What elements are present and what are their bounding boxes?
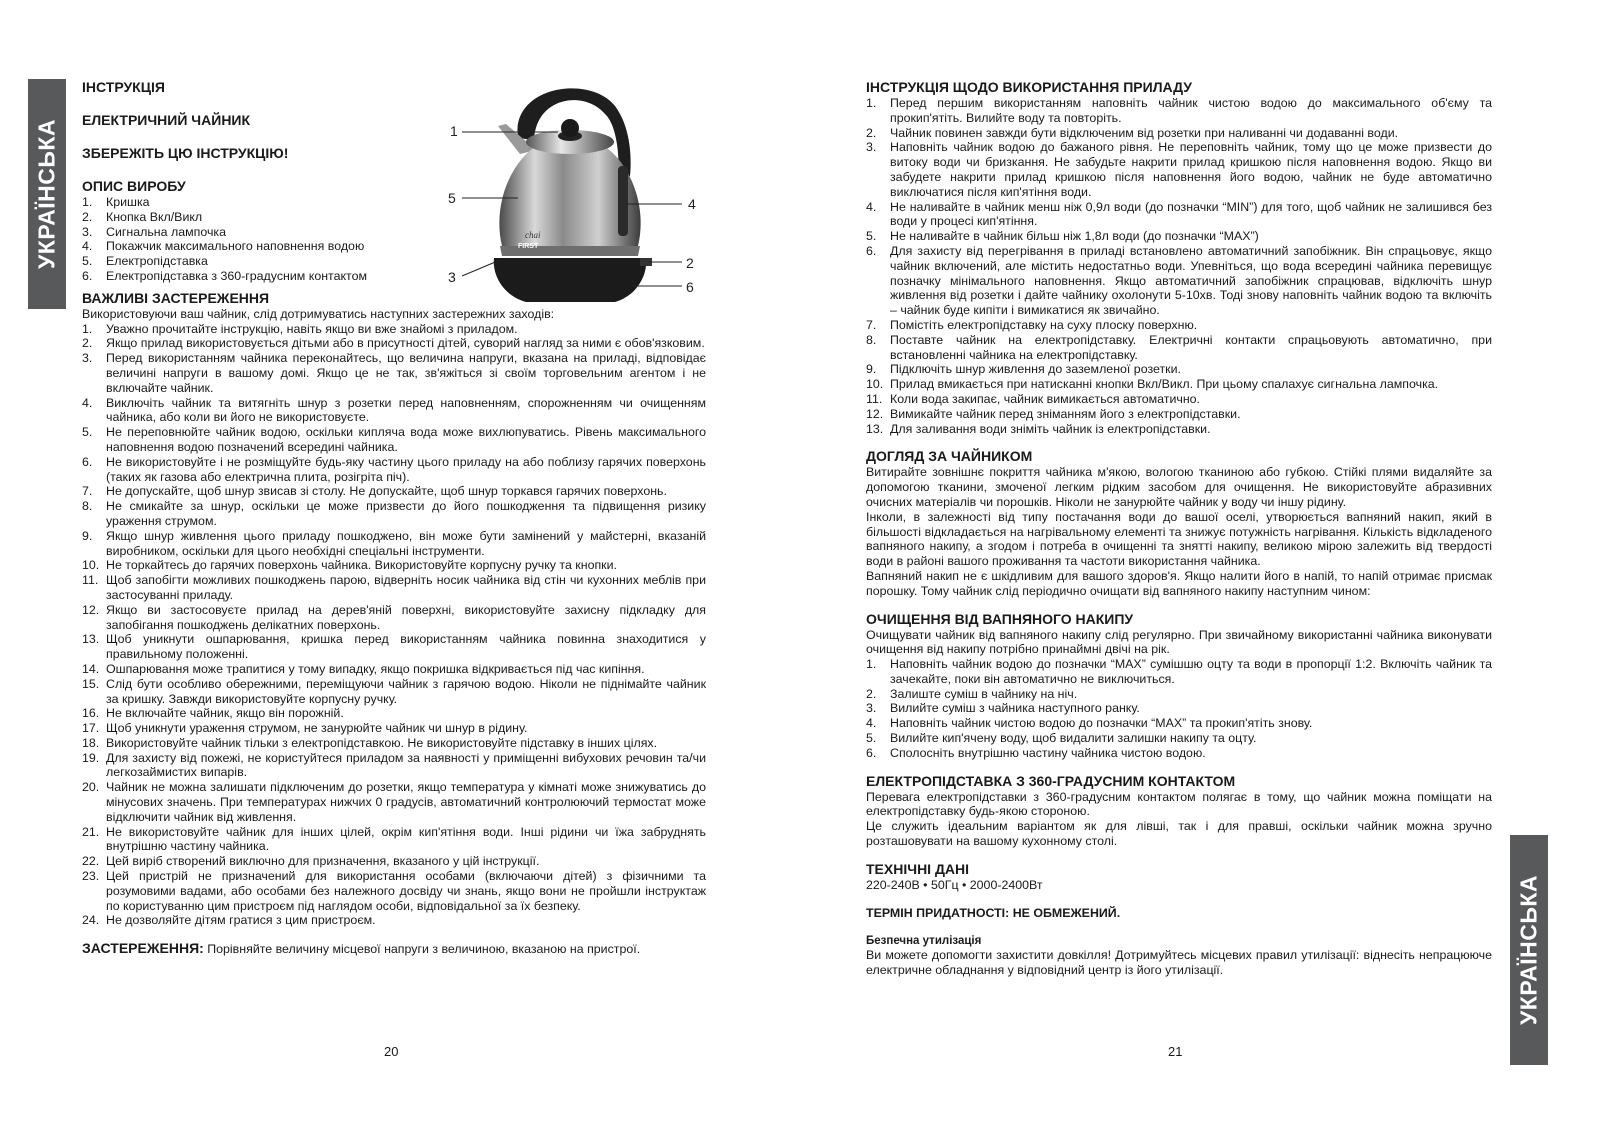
usage-list — [866, 96, 1492, 436]
list-item-text: Якщо прилад використовується дітьми або в присутності дітей, суворий нагляд за ними є обов'язковим. — [106, 336, 705, 351]
language-tab — [1510, 835, 1548, 1065]
keep-instructions-title: ЗБЕРЕЖІТЬ ЦЮ ІНСТРУКЦІЮ! — [82, 145, 289, 161]
list-item — [82, 195, 412, 210]
list-item-text: Сполосніть внутрішню частину чайника чистою водою. — [890, 745, 1206, 760]
list-item — [82, 225, 412, 240]
list-item-number: 9. — [866, 362, 877, 377]
caution-note — [82, 940, 706, 957]
list-item — [82, 573, 706, 603]
list-item — [82, 239, 412, 254]
list-item — [82, 780, 706, 824]
callout-3: 3 — [448, 269, 456, 285]
list-item-text: Електропідставка з 360-градусним контактом — [106, 268, 367, 283]
list-item — [866, 200, 1492, 230]
specs-value: 220-240В • 50Гц • 2000-2400Вт — [866, 877, 1043, 892]
list-item — [866, 407, 1492, 422]
list-item-text: Вилийте суміш з чайника наступного ранку. — [890, 701, 1140, 716]
list-item-number: 14. — [82, 661, 100, 676]
list-item — [866, 392, 1492, 407]
list-item-number: 6. — [82, 268, 93, 283]
list-item-number: 6. — [866, 243, 877, 258]
list-item — [866, 318, 1492, 333]
list-item-text: Ошпарювання може трапитися у тому випадку, якщо покришка відкривається під час кипіння. — [106, 661, 645, 676]
list-item-number: 15. — [82, 676, 100, 691]
list-item-number: 10. — [866, 377, 884, 392]
list-item — [866, 96, 1492, 126]
list-item-number: 8. — [82, 499, 93, 514]
list-item-text: Покажчик максимального наповнення водою — [106, 239, 365, 254]
list-item-number: 20. — [82, 780, 100, 795]
list-item — [82, 254, 412, 269]
base-paragraph-1: Перевага електропідставки з 360-градусним контактом полягає в тому, що чайник можна поміщати на електропідставку будь-якою стороною. — [866, 789, 1492, 819]
list-item-number: 3. — [866, 140, 877, 155]
list-item-text: Не наливайте в чайник більш ніж 1,8л води (до позначки “MAX”) — [890, 229, 1259, 244]
list-item-text: Чайник не можна залишати підключеним до розетки, якщо температура у кімнаті може знижуватись до мінусових значень. При температурах нижчих 0 градусів, автоматичний контролюючий термостат може відключити чайник від живлення. — [106, 780, 706, 824]
list-item-number: 13. — [866, 421, 884, 436]
list-item — [866, 687, 1492, 702]
section-heading: ЕЛЕКТРОПІДСТАВКА З 360-ГРАДУСНИМ КОНТАКТОМ — [866, 772, 1236, 789]
list-item-text: Залиште суміш в чайнику на ніч. — [890, 686, 1078, 701]
list-item-number: 6. — [82, 454, 93, 469]
list-item-text: Перед використанням чайника переконайтесь, що величина напруги, вказана на приладі, відповідає величині напруги в вашому домі. Якщо це не так, зв'яжіться зі своїм торговельним агентом і не включайте чайник. — [106, 351, 706, 395]
doc-title: ІНСТРУКЦІЯ — [82, 79, 165, 95]
list-item-text: Чайник повинен завжди бути відключеним від розетки при наливанні чи додаванні води. — [890, 125, 1399, 140]
list-item-text: Кришка — [106, 195, 150, 209]
product-title: ЕЛЕКТРИЧНИЙ ЧАЙНИК — [82, 112, 251, 128]
list-item-number: 10. — [82, 558, 100, 573]
parts-list — [82, 195, 412, 284]
caution-label: ЗАСТЕРЕЖЕННЯ: — [82, 940, 204, 957]
list-item-text: Наповніть чайник водою до бажаного рівня. Не переповніть чайник, тому що це може призвести до витоку води чи бризкання. Не забудьте накрити прилад кришкою після наповнення водою. Якщо ви забудете накрити прилад кришкою після наповнення його водою, чайник не буде автоматично виключатися після кип'ятіння води. — [890, 140, 1492, 199]
callout-2: 2 — [686, 255, 694, 271]
descaling-section — [866, 611, 1492, 761]
list-item — [82, 396, 706, 426]
section-heading: ОПИС ВИРОБУ — [82, 178, 186, 194]
list-item-text: Щоб уникнути ураження струмом, не занурюйте чайник чи шнур в рідину. — [106, 721, 528, 736]
list-item-number: 4. — [82, 395, 93, 410]
callout-5: 5 — [448, 190, 456, 206]
list-item-number: 12. — [866, 406, 884, 421]
list-item-text: Цей пристрій не призначений для використання особами (включаючи дітей) з фізичними та розумовими вадами, або особами без належного досвіду чи знань, якщо вони не пройшли інструктаж по користуванню цим пристроєм під наглядом особи, відповідальної за їх безпеку. — [106, 869, 706, 913]
list-item — [866, 244, 1492, 318]
list-item — [82, 529, 706, 559]
list-item-text: Якщо шнур живлення цього приладу пошкоджено, він може бути замінений у майстерні, вказаній виробником, оскільки для цього необхідні спеціальні інструменти. — [106, 528, 706, 558]
language-tab-label: УКРАЇНСЬКА — [1515, 874, 1542, 1026]
list-item-text: Не переповнюйте чайник водою, оскільки кипляча вода може вихлюпуватись. Рівень максимального наповнення водою позначений всередині чайника. — [106, 425, 706, 454]
list-item — [866, 362, 1492, 377]
language-tab — [28, 79, 66, 309]
shelf-life: ТЕРМІН ПРИДАТНОСТІ: НЕ ОБМЕЖЕНИЙ. — [866, 905, 1121, 920]
warnings-intro: Використовуючи ваш чайник, слід дотримуватись наступних застережних заходів: — [82, 306, 555, 321]
care-paragraph-3: Вапняний накип не є шкідливим для вашого здоров'я. Якщо налити його в напій, то напій отримає присмак порошку. Тому чайник слід періодично очищати від вапняного накипу наступним чином: — [866, 568, 1492, 598]
list-item-number: 2. — [82, 209, 93, 224]
disposal-text: Ви можете допомогти захистити довкілля! Дотримуйтесь місцевих правил утилізації: віднесіть непрацюючe електричне обладнання у відповідний центр із його утилізації. — [866, 948, 1492, 978]
warnings-list — [82, 322, 706, 929]
list-item — [82, 269, 412, 284]
list-item-number: 5. — [82, 254, 93, 269]
warnings-section — [82, 290, 706, 928]
list-item — [82, 869, 706, 913]
list-item-text: Коли вода закипає, чайник вимикається автоматично. — [890, 391, 1200, 406]
list-item-number: 7. — [82, 484, 93, 499]
list-item-number: 23. — [82, 869, 100, 884]
list-item-number: 1. — [82, 321, 93, 336]
list-item — [82, 913, 706, 928]
list-item — [866, 333, 1492, 363]
usage-section — [866, 79, 1492, 436]
descaling-intro: Очищувати чайник від вапняного накипу слід регулярно. При звичайному використанні чайника виконувати очищення від накипу потрібно принаймні двічі на рік. — [866, 627, 1492, 657]
section-heading: ІНСТРУКЦІЯ ЩОДО ВИКОРИСТАННЯ ПРИЛАДУ — [866, 79, 1193, 95]
list-item — [866, 657, 1492, 687]
list-item — [82, 351, 706, 395]
list-item-number: 8. — [866, 332, 877, 347]
list-item-number: 16. — [82, 706, 100, 721]
list-item-text: Прилад вмикається при натисканні кнопки Вкл/Викл. При цьому спалахує сигнальна лампочка. — [890, 377, 1439, 392]
callout-6: 6 — [686, 279, 694, 295]
list-item — [82, 736, 706, 751]
list-item-number: 1. — [866, 96, 877, 110]
water-gauge-shape — [618, 166, 628, 236]
list-item-number: 1. — [866, 657, 877, 672]
list-item — [866, 731, 1492, 746]
list-item — [82, 499, 706, 529]
list-item — [866, 140, 1492, 199]
list-item — [82, 484, 706, 499]
list-item-number: 24. — [82, 913, 100, 928]
list-item-number: 5. — [866, 731, 877, 746]
brand-chai-label: chai — [525, 230, 541, 240]
base-section — [866, 773, 1492, 849]
list-item-number: 22. — [82, 854, 100, 869]
list-item-text: Вилийте кип'ячену воду, щоб видалити залишки накипу та оцту. — [890, 731, 1257, 746]
list-item — [82, 721, 706, 736]
list-item-number: 2. — [82, 336, 93, 351]
list-item-number: 4. — [82, 239, 93, 254]
language-tab-label: УКРАЇНСЬКА — [33, 118, 60, 270]
list-item-number: 4. — [866, 716, 877, 731]
list-item-number: 21. — [82, 824, 100, 839]
list-item — [82, 751, 706, 781]
list-item — [866, 716, 1492, 731]
list-item — [82, 210, 412, 225]
list-item — [866, 422, 1492, 437]
list-item — [82, 825, 706, 855]
product-description-section — [82, 178, 412, 284]
list-item-text: Не торкайтесь до гарячих поверхонь чайника. Використовуйте корпусну ручку та кнопки. — [106, 558, 617, 573]
disposal-section — [866, 934, 1492, 978]
list-item — [866, 126, 1492, 141]
list-item-number: 2. — [866, 686, 877, 701]
list-item-text: Помістіть електропідставку на суху плоску поверхню. — [890, 317, 1198, 332]
base-paragraph-2: Це служить ідеальним варіантом як для лівші, так і для правші, оскільки чайник можна зручно розташовувати на вашому кухонному столі. — [866, 819, 1492, 849]
list-item-text: Якщо ви застосовуєте прилад на дерев'яній поверхні, використовуйте захисну підкладку для запобігання пошкоджень делікатних поверхонь. — [106, 602, 706, 632]
list-item-text: Не включайте чайник, якщо він порожній. — [106, 706, 344, 721]
list-item — [82, 322, 706, 337]
list-item-number: 1. — [82, 195, 93, 209]
list-item — [866, 701, 1492, 716]
list-item-text: Наповніть чайник чистою водою до позначки “MAX” та прокип'ятіть знову. — [890, 716, 1313, 731]
list-item-text: Щоб запобігти можливих пошкоджень парою, відверніть носик чайника від стін чи кухонних меблів при застосуванні приладу. — [106, 573, 706, 602]
list-item-text: Не допускайте, щоб шнур звисав зі столу. Не допускайте, щоб шнур торкався гарячих поверхонь. — [106, 484, 667, 499]
list-item-text: Для захисту від пожежі, не користуйтеся приладом за наявності у приміщенні вибухових речовин та/чи легкозаймистих випарів. — [106, 750, 706, 780]
list-item-number: 5. — [866, 229, 877, 244]
list-item-number: 3. — [82, 224, 93, 239]
list-item-text: Не дозволяйте дітям гратися з цим пристроєм. — [106, 913, 376, 928]
disposal-heading: Безпечна утилізація — [866, 934, 982, 947]
list-item — [866, 229, 1492, 244]
list-item-number: 13. — [82, 632, 100, 647]
caution-text: Порівняйте величину місцевої напруги з величиною, вказаною на пристрої. — [203, 942, 641, 957]
list-item-text: Використовуйте чайник тільки з електропідставкою. Не використовуйте підставку в інших цілях. — [106, 735, 658, 750]
list-item — [82, 455, 706, 485]
power-base-shape — [494, 258, 646, 302]
list-item — [866, 377, 1492, 392]
list-item-text: Щоб уникнути ошпарювання, кришка перед використанням чайника повинна знаходитися у правильному положенні. — [106, 632, 706, 662]
list-item — [866, 746, 1492, 761]
list-item-number: 3. — [82, 351, 93, 366]
list-item — [82, 706, 706, 721]
list-item — [82, 603, 706, 633]
list-item — [82, 854, 706, 869]
section-heading: ОЧИЩЕННЯ ВІД ВАПНЯНОГО НАКИПУ — [866, 610, 1134, 627]
section-heading: ДОГЛЯД ЗА ЧАЙНИКОМ — [866, 448, 1033, 465]
list-item-number: 4. — [866, 199, 877, 214]
list-item-text: Уважно прочитайте інструкцію, навіть якщо ви вже знайомі з приладом. — [106, 321, 518, 336]
list-item-text: Електропідставка — [106, 254, 208, 269]
list-item-number: 3. — [866, 701, 877, 716]
list-item — [82, 425, 706, 455]
list-item-number: 6. — [866, 745, 877, 760]
list-item-number: 9. — [82, 528, 93, 543]
list-item — [82, 558, 706, 573]
care-section — [866, 448, 1492, 598]
descaling-list — [866, 657, 1492, 761]
list-item-number: 19. — [82, 750, 100, 765]
list-item — [82, 632, 706, 662]
list-item-number: 18. — [82, 735, 100, 750]
list-item-text: Цей виріб створений виключно для призначення, вказаного у цій інструкції. — [106, 854, 540, 869]
list-item-text: Перед першим використанням наповніть чайник чистою водою до максимального об'єму та прокип'ятіть. Вилийте воду та повторіть. — [890, 96, 1492, 125]
list-item-text: Слід бути особливо обережними, переміщуючи чайник з гарячою водою. Ніколи не піднімайте чайник за кришку. Завжди використовуйте корпусну ручку. — [106, 676, 706, 706]
list-item-number: 11. — [866, 391, 883, 406]
list-item-text: Для заливання води зніміть чайник із електропідставки. — [890, 421, 1211, 436]
list-item-text: Вимикайте чайник перед зніманням його з електропідставки. — [890, 406, 1241, 421]
callout-1: 1 — [450, 123, 458, 139]
list-item-number: 17. — [82, 721, 100, 736]
list-item-text: Не використовуйте чайник для інших цілей, окрім кип'ятіння води. Інші рідини чи їжа забруднять внутрішню частину чайника. — [106, 824, 706, 854]
section-heading: ТЕХНІЧНІ ДАНІ — [866, 860, 970, 877]
knob-shape — [561, 119, 579, 137]
list-item-text: Не смикайте за шнур, оскільки це може призвести до його пошкодження та підвищення ризику ураження струмом. — [106, 499, 706, 528]
list-item-number: 12. — [82, 602, 100, 617]
list-item-text: Сигнальна лампочка — [106, 224, 226, 239]
list-item-text: Не використовуйте і не розміщуйте будь-яку частину цього приладу на або поблизу гарячих поверхонь (таких як газова або електрична плита, розігріта піч). — [106, 454, 706, 484]
list-item — [82, 336, 706, 351]
specs-section — [866, 861, 1492, 893]
list-item-number: 7. — [866, 317, 877, 332]
list-item-number: 2. — [866, 125, 877, 140]
section-heading: ВАЖЛИВІ ЗАСТЕРЕЖЕННЯ — [82, 289, 270, 306]
list-item-number: 11. — [82, 573, 99, 588]
kettle-illustration — [440, 76, 710, 316]
list-item-text: Не наливайте в чайник менш ніж 0,9л води (до позначки “MIN”) для того, щоб чайник не залишився без води у процесі кип'ятіння. — [890, 199, 1492, 229]
care-paragraph-1: Витирайте зовнішнє покриття чайника м'якою, вологою тканиною або губкою. Стійкі плями видаляйте за допомогою тканини, змоченої легким рідким засобом для очищення. Не використовуйте абразивних очисних матеріалів чи порошків. Ніколи не занурюйте чайник у воду чи іншу рідину. — [866, 465, 1492, 509]
list-item-text: Кнопка Вкл/Викл — [106, 209, 203, 224]
list-item — [82, 677, 706, 707]
page-number: 21 — [1168, 1044, 1183, 1059]
list-item-text: Підключіть шнур живлення до заземленої розетки. — [890, 362, 1181, 377]
list-item-text: Для захисту від перегрівання в приладі встановлено автоматичний запобіжник. Він спрацьовує, якщо чайник включений, але містить недостатньо води. Упевніться, що вода всередині чайника перевищує позначку мінімального наповнення. Якщо автоматичний запобіжник спрацював, відключіть шнур живлення від розетки і дайте чайнику охолонути 5-10хв. Тоді знову наповніть чайник водою та включіть – чайник буде кипіти і вимикатися як звичайно. — [890, 243, 1492, 318]
list-item-text: Поставте чайник на електропідставку. Електричні контакти спрацьовують автоматично, при встановленні чайника на електропідставку. — [890, 332, 1492, 362]
list-item-text: Наповніть чайник водою до позначки “MAX” сумішшю оцту та води в пропорції 1:2. Включіть чайник та зачекайте, поки він автоматично не виключиться. — [890, 657, 1492, 686]
page-number: 20 — [384, 1044, 399, 1059]
list-item — [82, 662, 706, 677]
right-page — [800, 0, 1600, 1132]
brand-first-label: FIRST — [518, 243, 539, 250]
callout-4: 4 — [688, 196, 696, 212]
list-item-number: 5. — [82, 425, 93, 440]
list-item-text: Виключіть чайник та витягніть шнур з розетки перед наповненням, спорожненням чи очищенням чайника, або коли ви його не використовуєте. — [106, 395, 706, 425]
care-paragraph-2: Інколи, в залежності від типу постачання води до вашої оселі, утворюється вапняний накип, який в більшості відкладається на нагрівальному елементі та знижує потужність нагрівання. Кількість відкладеного вапняного накипу, а згодом і потреба в очищенні та знятті накипу, великою мірою залежить від твердості води в районі вашого проживання та частоти використання чайника. — [866, 509, 1492, 569]
right-column — [866, 79, 1492, 978]
